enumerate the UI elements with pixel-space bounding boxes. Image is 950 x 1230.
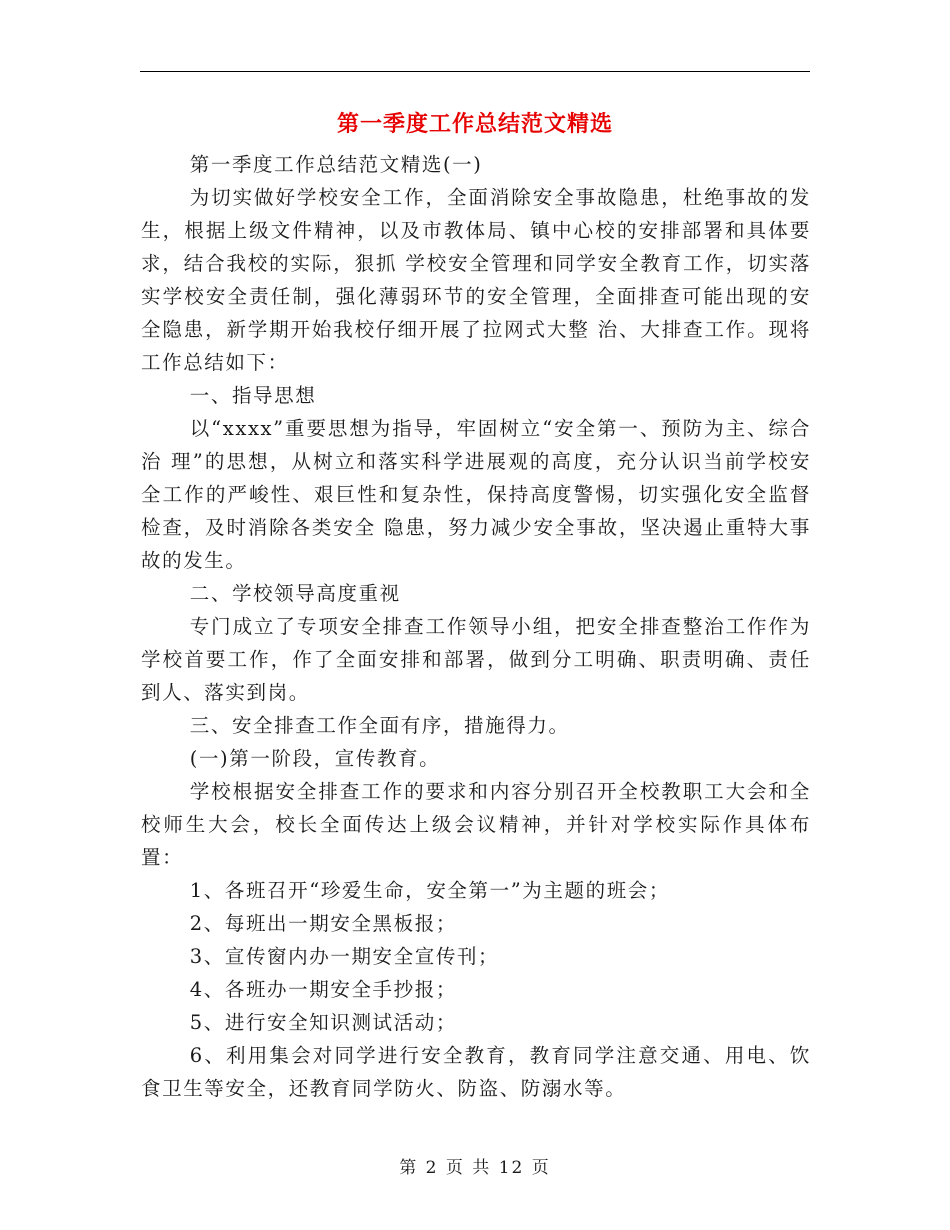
subtitle-paragraph: 第一季度工作总结范文精选(一)	[189, 153, 483, 176]
section-heading-2: 二、学校领导高度重视	[189, 582, 401, 605]
document-body	[141, 148, 811, 1105]
section-heading-1: 一、指导思想	[189, 384, 317, 407]
list-item: 6、利用集会对同学进行安全教育，教育同学注意交通、用电、饮食卫生等安全，还教育同学防火、防盗、防溺水等。	[141, 1044, 811, 1100]
document-title: 第一季度工作总结范文精选	[336, 112, 613, 137]
list-item: 3、宣传窗内办一期安全宣传刊；	[189, 945, 500, 968]
list-item: 2、每班出一期安全黑板报；	[189, 912, 457, 935]
section-heading-3: 三、安全排查工作全面有序，措施得力。	[189, 714, 570, 737]
intro-paragraph: 为切实做好学校安全工作，全面消除安全事故隐患，杜绝事故的发生，根据上级文件精神，以及市教体局、镇中心校的安排部署和具体要求，结合我校的实际，狠抓 学校安全管理和同学安全教育工作，切实落实学校安全责任制，强化薄弱环节的安全管理，全面排查可能出现的安全隐患，新学期开始我校仔细开展了拉网式大整 治、大排查工作。现将工作总结如下：	[141, 186, 811, 374]
list-item: 5、进行安全知识测试活动；	[189, 1011, 457, 1034]
page-number: 第 2 页 共 12 页	[399, 1158, 551, 1178]
header-rule	[140, 71, 810, 72]
body-paragraph: 以“xxxx”重要思想为指导，牢固树立“安全第一、预防为主、综合治 理”的思想，从树立和落实科学进展观的高度，充分认识当前学校安全工作的严峻性、艰巨性和复杂性，保持高度警惕，切实强化安全监督检查，及时消除各类安全 隐患，努力减少安全事故，坚决遏止重特大事故的发生。	[141, 417, 811, 572]
list-item: 4、各班办一期安全手抄报；	[189, 978, 457, 1001]
body-paragraph: 学校根据安全排查工作的要求和内容分别召开全校教职工大会和全校师生大会，校长全面传达上级会议精神，并针对学校实际作具体布置：	[141, 780, 811, 869]
subsection-heading: (一)第一阶段，宣传教育。	[189, 747, 441, 770]
body-paragraph: 专门成立了专项安全排查工作领导小组，把安全排查整治工作作为学校首要工作，作了全面安排和部署，做到分工明确、职责明确、责任到人、落实到岗。	[141, 615, 811, 704]
list-item: 1、各班召开“珍爱生命，安全第一”为主题的班会；	[189, 879, 670, 902]
